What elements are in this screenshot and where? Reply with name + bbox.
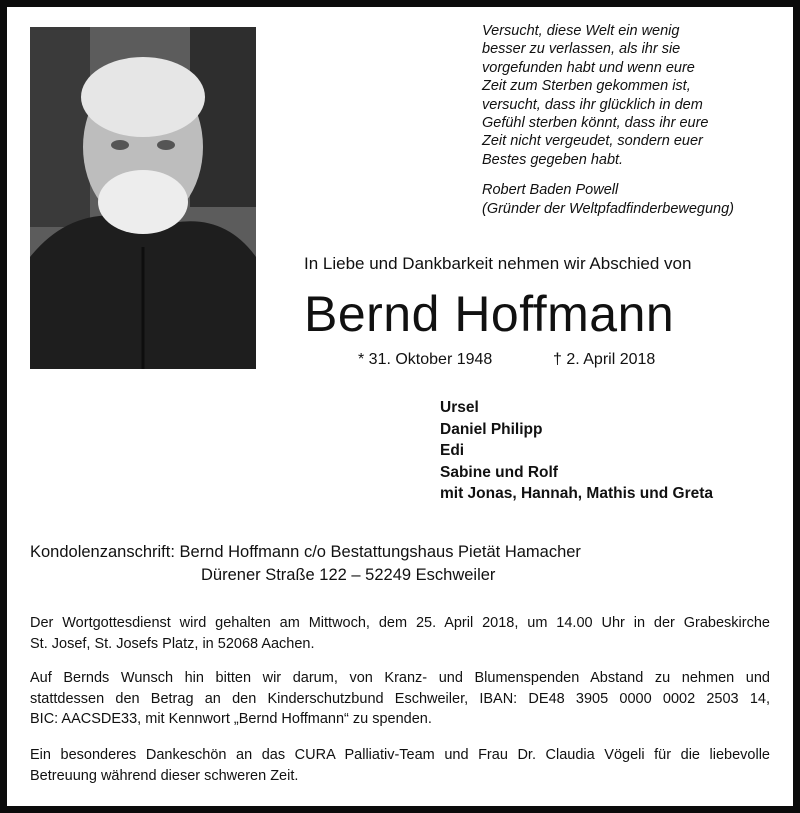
paragraph-line: BIC: AACSDE33, mit Kennwort „Bernd Hoffmann“ zu spenden. (30, 711, 432, 727)
condolence-address (30, 541, 581, 587)
mourner-name: mit Jonas, Hannah, Mathis und Greta (440, 485, 714, 502)
mourner-name: Edi (440, 442, 465, 459)
paragraph-line: St. Josef, St. Josefs Platz, in 52068 Aachen. (30, 635, 315, 652)
death-date: † 2. April 2018 (553, 351, 656, 368)
paragraph-line: Der Wortgottesdienst wird gehalten am Mittwoch, dem 25. April 2018, um 14.00 Uhr in der Grabeskirche (30, 615, 770, 631)
paragraph-line: Betreuung während dieser schweren Zeit. (30, 767, 299, 784)
donation-paragraph (30, 668, 770, 730)
mourner-name: Daniel Philipp (440, 420, 543, 438)
quote-line: Bestes gegeben habt. (482, 151, 624, 168)
quote-block (482, 22, 782, 218)
portrait-silhouette (30, 27, 256, 369)
paragraph-line: stattdessen den Betrag an den Kinderschutzbund Eschweiler, IBAN: DE48 3905 0000 0002 2503 14, (30, 690, 770, 707)
paragraph-line: Auf Bernds Wunsch hin bitten wir darum, von Kranz- und Blumenspenden Abstand zu nehmen und (30, 670, 770, 686)
quote-author: Robert Baden Powell (482, 182, 619, 199)
quote-line: Zeit nicht vergeudet, sondern euer (482, 133, 703, 150)
thanks-paragraph (30, 745, 770, 786)
mourner-name: Sabine und Rolf (440, 463, 558, 481)
quote-line: besser zu verlassen, als ihr sie (482, 41, 681, 58)
portrait-photo (30, 27, 256, 369)
condolence-street: Dürener Straße 122 – 52249 Eschweiler (201, 566, 496, 584)
quote-line: Gefühl sterben könnt, dass ihr eure (482, 115, 709, 132)
birth-date: * 31. Oktober 1948 (358, 351, 493, 368)
condolence-line: Kondolenzanschrift: Bernd Hoffmann c/o Bestattungshaus Pietät Hamacher (30, 543, 581, 561)
quote-line: versucht, dass ihr glücklich in dem (482, 96, 703, 113)
quote-line: Zeit zum Sterben gekommen ist, (482, 78, 691, 95)
paragraph-line: Ein besonderes Dankeschön an das CURA Palliativ-Team und Frau Dr. Claudia Vögeli für die liebevolle (30, 747, 770, 763)
quote-line: vorgefunden habt und wenn eure (482, 59, 695, 76)
quote-author-note: (Gründer der Weltpfadfinderbewegung) (482, 200, 735, 217)
mourner-name: Ursel (440, 399, 479, 416)
farewell-intro: In Liebe und Dankbarkeit nehmen wir Abschied von (304, 254, 692, 273)
quote-line: Versucht, diese Welt ein wenig (482, 23, 680, 39)
mourners-list (440, 397, 713, 505)
deceased-name: Bernd Hoffmann (304, 286, 675, 342)
service-paragraph (30, 613, 770, 654)
